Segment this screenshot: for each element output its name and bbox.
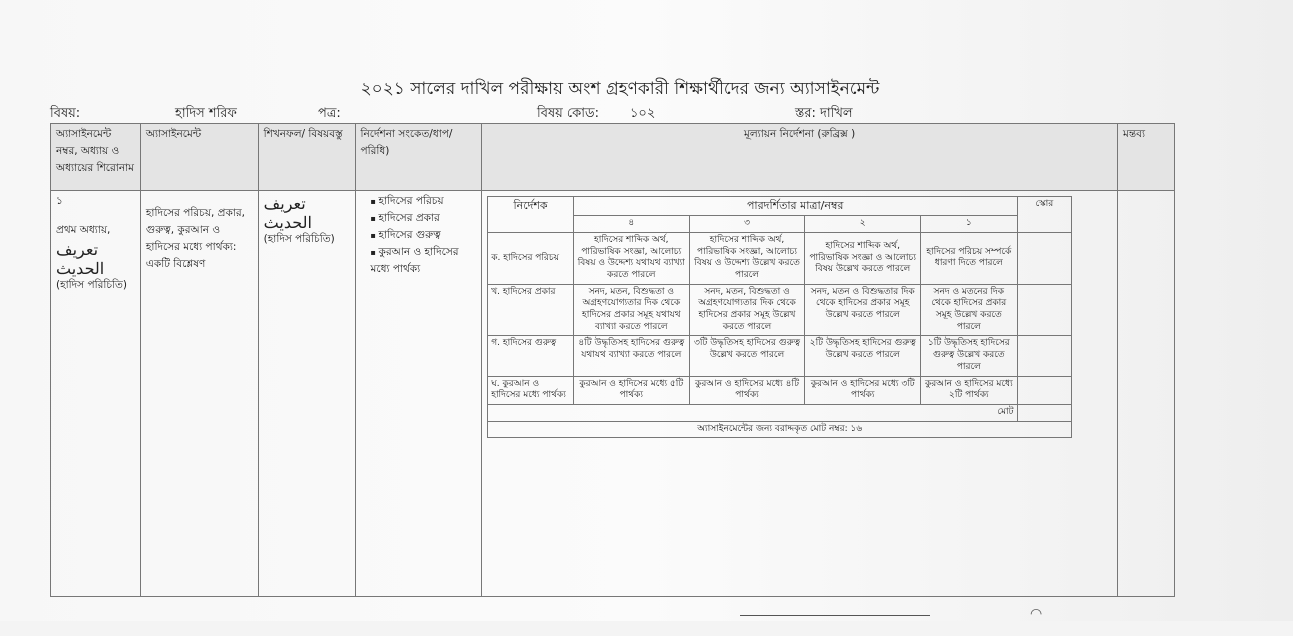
criterion: সনদ, মতন, বিশুদ্ধতা ও অগ্রহণযোগ্যতার দিক থেকে হাদিসের প্রকার সমূহ যথাযথ ব্যাখ্যা করতে পারলে	[573, 284, 689, 336]
guideline-item: ▪ হাদিসের পরিচয়	[371, 194, 477, 211]
rubric-table	[487, 196, 1072, 438]
criterion: ৩টি উদ্ধৃতিসহ হাদিসের গুরুত্ব উল্লেখ করতে পারলে	[689, 336, 805, 376]
header-row	[51, 124, 1175, 191]
guideline-item: ▪ কুরআন ও হাদিসের মধ্যে পার্থক্য	[371, 245, 477, 279]
level-number: ৩	[689, 216, 805, 233]
chapter-arabic: تعريف الحديث	[56, 240, 105, 278]
criterion: হাদিসের শাব্দিক অর্থ, পারিভাষিক সংজ্ঞা ও আলোচ্য বিষয় উল্লেখ করতে পারলে	[805, 232, 921, 284]
indicator: গ. হাদিসের গুরুত্ব	[488, 336, 574, 376]
rubric-cell	[482, 191, 1118, 597]
allocated-marks: অ্যাসাইনমেন্টের জন্য বরাদ্দকৃত মোট নম্বর: ১৬	[488, 421, 1072, 438]
document-title: ২০২১ সালের দাখিল পরীক্ষায় অংশ গ্রহণকারী শিক্ষার্থীদের জন্য অ্যাসাইনমেন্ট	[360, 79, 880, 99]
outcome-arabic: تعريف الحديث	[263, 194, 312, 232]
criterion: ৪টি উদ্ধৃতিসহ হাদিসের গুরুত্ব যথাযথ ব্যাখ্যা করতে পারলে	[573, 336, 689, 376]
score-cell	[1017, 284, 1072, 336]
rubric-row	[488, 376, 1072, 404]
score-header: স্কোর	[1017, 197, 1072, 233]
indicator-header: নির্দেশক	[488, 197, 574, 233]
outcome-cell	[258, 191, 355, 597]
rubric-row	[488, 284, 1072, 336]
criterion: ১টি উদ্ধৃতিসহ হাদিসের গুরুত্ব উল্লেখ করতে পারলে	[921, 336, 1017, 376]
chapter-label: প্রথম অধ্যায়,	[56, 224, 111, 236]
total-score-cell	[1017, 404, 1072, 421]
criterion: সনদ, মতন ও বিশুদ্ধতার দিক থেকে হাদিসের প্রকার সমূহ উল্লেখ করতে পারলে	[805, 284, 921, 336]
assignment-table	[50, 123, 1175, 597]
subject-label: বিষয়:	[50, 106, 81, 121]
level-label: স্তর: দাখিল	[795, 106, 853, 121]
criterion: কুরআন ও হাদিসের মধ্যে ৫টি পার্থক্য	[573, 376, 689, 404]
chapter-sub: (হাদিস পরিচিতি)	[56, 279, 128, 291]
score-cell	[1017, 336, 1072, 376]
signature-mark-icon: ◠	[1030, 606, 1043, 622]
rubric-row	[488, 232, 1072, 284]
header-cell: মন্তব্য	[1118, 124, 1175, 191]
header-cell: অ্যাসাইনমেন্ট	[140, 124, 258, 191]
indicator: খ. হাদিসের প্রকার	[488, 284, 574, 336]
guideline-item: ▪ হাদিসের প্রকার	[371, 211, 477, 228]
assignment-cell	[140, 191, 258, 597]
criterion: কুরআন ও হাদিসের মধ্যে ৪টি পার্থক্য	[689, 376, 805, 404]
paper-label: পত্র:	[318, 106, 341, 121]
remarks-cell	[1118, 191, 1175, 597]
level-number: ১	[921, 216, 1017, 233]
indicator: ঘ. কুরআন ও হাদিসের মধ্যে পার্থক্য	[488, 376, 574, 404]
total-label: মোট	[488, 404, 1017, 421]
guidelines-cell	[355, 191, 482, 597]
stamp-line	[740, 615, 930, 636]
header-cell: শিখনফল/ বিষয়বস্তু	[258, 124, 355, 191]
assignment-text: হাদিসের পরিচয়, প্রকার, গুরুত্ব, কুরআন ও হাদিসের মধ্যে পার্থক্য: একটি বিশ্লেষণ	[145, 207, 246, 270]
level-number: ৪	[573, 216, 689, 233]
rubric-row	[488, 336, 1072, 376]
guideline-item: ▪ হাদিসের গুরুত্ব	[371, 228, 477, 245]
level-number: ২	[805, 216, 921, 233]
criterion: হাদিসের পরিচয় সম্পর্কে ধারণা দিতে পারলে	[921, 232, 1017, 284]
header-cell: মূল্যায়ন নির্দেশনা (রুব্রিক্স )	[482, 124, 1118, 191]
score-cell	[1017, 232, 1072, 284]
criterion: সনদ ও মতনের দিক থেকে হাদিসের প্রকার সমূহ উল্লেখ করতে পারলে	[921, 284, 1017, 336]
criterion: কুরআন ও হাদিসের মধ্যে ৩টি পার্থক্য	[805, 376, 921, 404]
criterion: সনদ, মতন, বিশুদ্ধতা ও অগ্রহণযোগ্যতার দিক থেকে হাদিসের প্রকার সমূহ উল্লেখ করতে পারলে	[689, 284, 805, 336]
criterion: হাদিসের শাব্দিক অর্থ, পারিভাষিক সংজ্ঞা, আলোচ্য বিষয় ও উদ্দেশ্য যথাযথ ব্যাখ্যা করতে পারলে	[573, 232, 689, 284]
code-label: বিষয় কোড:	[537, 106, 599, 121]
criterion: কুরআন ও হাদিসের মধ্যে ২টি পার্থক্য	[921, 376, 1017, 404]
indicator: ক. হাদিসের পরিচয়	[488, 232, 574, 284]
assignment-number: ১	[56, 195, 63, 207]
criterion: হাদিসের শাব্দিক অর্থ, পারিভাষিক সংজ্ঞা, আলোচ্য বিষয় ও উদ্দেশ্য উল্লেখ করতে পারলে	[689, 232, 805, 284]
score-cell	[1017, 376, 1072, 404]
level-header: পারদর্শিতার মাত্রা/নম্বর	[573, 197, 1017, 216]
chapter-cell	[51, 191, 141, 597]
code-value: ১০২	[630, 106, 656, 121]
criterion: ২টি উদ্ধৃতিসহ হাদিসের গুরুত্ব উল্লেখ করতে পারলে	[805, 336, 921, 376]
table-row	[51, 191, 1175, 597]
header-cell: অ্যাসাইনমেন্ট নম্বর, অধ্যায় ও অধ্যায়ের শিরোনাম	[51, 124, 141, 191]
outcome-sub: (হাদিস পরিচিতি)	[263, 233, 335, 245]
subject-value: হাদিস শরিফ	[175, 106, 237, 121]
header-cell: নির্দেশনা সংকেত/ধাপ/ পরিধি)	[355, 124, 482, 191]
